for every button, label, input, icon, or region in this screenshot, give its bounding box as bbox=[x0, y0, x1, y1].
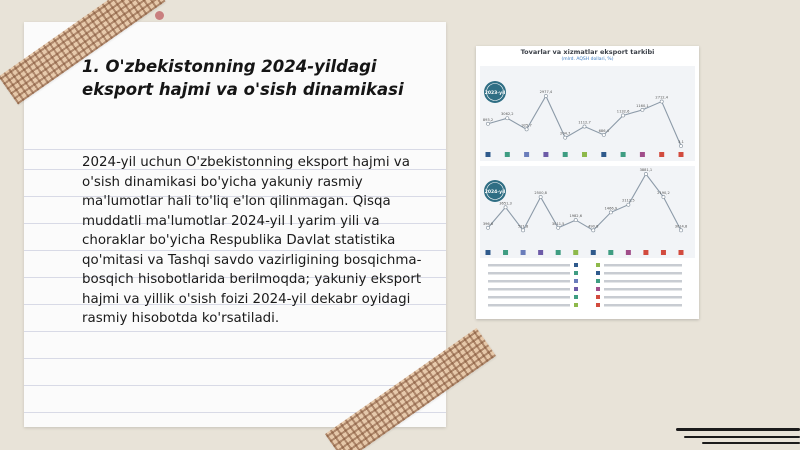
chart1-data-label: 686,4 bbox=[598, 128, 609, 133]
chart2-point bbox=[609, 211, 612, 214]
chart1-point bbox=[583, 125, 586, 128]
chart1-point bbox=[660, 100, 663, 103]
legend-swatch bbox=[574, 303, 578, 307]
legend-text-bar bbox=[604, 296, 682, 299]
chart2-category-marker bbox=[521, 250, 526, 255]
chart2-category-marker bbox=[679, 250, 684, 255]
chart1-point bbox=[525, 128, 528, 131]
chart1-data-label: 1132,6 bbox=[616, 109, 630, 114]
chart2-point bbox=[679, 229, 682, 232]
legend-swatch bbox=[574, 295, 578, 299]
export-infographic bbox=[476, 46, 699, 319]
chart1-point bbox=[622, 114, 625, 117]
legend-text-bar bbox=[604, 288, 682, 291]
chart2-category-marker bbox=[626, 250, 631, 255]
chart2-point bbox=[521, 229, 524, 232]
chart2-point bbox=[557, 226, 560, 229]
chart2-category-marker bbox=[591, 250, 596, 255]
chart1-data-label: 893,2 bbox=[482, 117, 494, 122]
legend-text-bar bbox=[488, 280, 570, 283]
chart2-category-marker bbox=[608, 250, 613, 255]
legend-swatch bbox=[596, 295, 600, 299]
chart2-category-marker bbox=[486, 250, 491, 255]
chart1-point bbox=[564, 136, 567, 139]
legend-text-bar bbox=[488, 304, 570, 307]
slide-title: 1. O'zbekistonning 2024-yildagi eksport hajmi va o'sish dinamikasi bbox=[82, 57, 404, 99]
chart2-point bbox=[574, 218, 577, 221]
legend-text-bar bbox=[488, 288, 570, 291]
chart2-point bbox=[627, 203, 630, 206]
chart2-point bbox=[486, 226, 489, 229]
chart1-category-marker bbox=[486, 152, 491, 157]
chart2-data-label: 521,8 bbox=[517, 224, 529, 229]
chart1-point bbox=[486, 122, 489, 125]
chart2-data-label: 490,8 bbox=[588, 224, 599, 229]
chart2-category-marker bbox=[661, 250, 666, 255]
legend-swatch bbox=[574, 279, 578, 283]
chart2-data-label: 396,8 bbox=[482, 221, 494, 226]
legend-text-bar bbox=[488, 272, 570, 275]
chart1-category-marker bbox=[679, 152, 684, 157]
chart1-data-label: 1160,1 bbox=[636, 103, 649, 108]
legend-text-bar bbox=[604, 264, 682, 267]
legend-swatch bbox=[596, 271, 600, 275]
slide-body-text: 2024-yil uchun O'zbekistonning eksport hajmi va o'sish dinamikasi bo'yicha yakuniy rasmiy ma'lumotlar hali to'liq e'lon qilinmagan. Qisqa muddatli ma'lumotlar 2024-yil I yarim yili va choraklar bo'yicha Respublika Davlat statistika qo'mitasi va Tashqi savdo vazirligining bosqichma-bosqich hisobotlarida berilmoqda; yakuniy eksport hajmi va yillik o'sish foizi 2024-yil dekabr oyidagi rasmiy hisobotda ko'rsatiladi. bbox=[82, 155, 422, 326]
legend-swatch bbox=[574, 263, 578, 267]
chart2-point bbox=[662, 195, 665, 198]
chart1-category-marker bbox=[524, 152, 529, 157]
infographic-subtitle: (mlrd. AQSH dollari, %) bbox=[561, 57, 614, 62]
infographic-charts bbox=[476, 46, 699, 319]
chart1-data-label: 2977,4 bbox=[539, 90, 553, 94]
chart1-category-marker bbox=[621, 152, 626, 157]
chart2-data-label: 1466,9 bbox=[604, 206, 618, 211]
legend-swatch bbox=[574, 271, 578, 275]
chart2-badge-label: 2024-yil bbox=[484, 190, 506, 195]
chart1-data-label: 3,1 bbox=[678, 140, 684, 144]
chart1-category-marker bbox=[640, 152, 645, 157]
chart1-point bbox=[602, 133, 605, 136]
chart1-data-label: 204,7 bbox=[560, 131, 571, 136]
chart1-point bbox=[506, 117, 509, 120]
legend-swatch bbox=[596, 303, 600, 307]
legend-text-bar bbox=[604, 272, 682, 275]
chart2-point bbox=[592, 229, 595, 232]
chart2-data-label: 2190,2 bbox=[657, 191, 670, 196]
chart1-point bbox=[544, 94, 547, 97]
chart2-data-label: 3014,8 bbox=[674, 224, 688, 229]
chart1-data-label: 925,7 bbox=[521, 123, 532, 128]
chart2-data-label: 3011,5 bbox=[551, 221, 565, 226]
chart1-point bbox=[641, 108, 644, 111]
legend-text-bar bbox=[604, 304, 682, 307]
chart2-point bbox=[504, 206, 507, 209]
brush-stroke bbox=[684, 436, 800, 438]
legend-text-bar bbox=[604, 280, 682, 283]
pin-icon bbox=[155, 11, 164, 20]
chart2-category-marker bbox=[538, 250, 543, 255]
chart2-category-marker bbox=[573, 250, 578, 255]
chart1-badge-label: 2023-yil bbox=[484, 91, 506, 96]
chart1-category-marker bbox=[563, 152, 568, 157]
chart1-data-label: 1112,7 bbox=[578, 120, 591, 125]
chart1-data-label: 3062,2 bbox=[501, 112, 514, 117]
chart2-point bbox=[539, 195, 542, 198]
chart1-category-marker bbox=[582, 152, 587, 157]
chart1-category-marker bbox=[659, 152, 664, 157]
chart1-point bbox=[679, 144, 682, 147]
chart2-category-marker bbox=[556, 250, 561, 255]
chart1-category-marker bbox=[601, 152, 606, 157]
chart2-data-label: 3881,1 bbox=[639, 168, 653, 172]
legend-swatch bbox=[596, 263, 600, 267]
chart2-panel bbox=[480, 166, 695, 258]
chart1-category-marker bbox=[505, 152, 510, 157]
brush-stroke bbox=[702, 442, 800, 444]
infographic-title: Tovarlar va xizmatlar eksport tarkibi bbox=[520, 48, 655, 56]
legend-swatch bbox=[596, 279, 600, 283]
chart1-category-marker bbox=[543, 152, 548, 157]
chart1-data-label: 2712,4 bbox=[655, 95, 668, 100]
legend bbox=[488, 263, 682, 307]
legend-swatch bbox=[574, 287, 578, 291]
chart2-data-label: 2112,5 bbox=[622, 198, 635, 203]
chart2-data-label: 3651,3 bbox=[499, 201, 512, 206]
chart2-category-marker bbox=[643, 250, 648, 255]
legend-text-bar bbox=[488, 264, 570, 267]
notebook-paper bbox=[24, 22, 446, 427]
chart2-data-label: 2500,8 bbox=[534, 191, 547, 196]
chart2-data-label: 1982,6 bbox=[569, 214, 583, 219]
legend-text-bar bbox=[488, 296, 570, 299]
brush-stroke bbox=[676, 428, 800, 431]
chart2-point bbox=[644, 172, 647, 175]
chart2-category-marker bbox=[503, 250, 508, 255]
legend-swatch bbox=[596, 287, 600, 291]
